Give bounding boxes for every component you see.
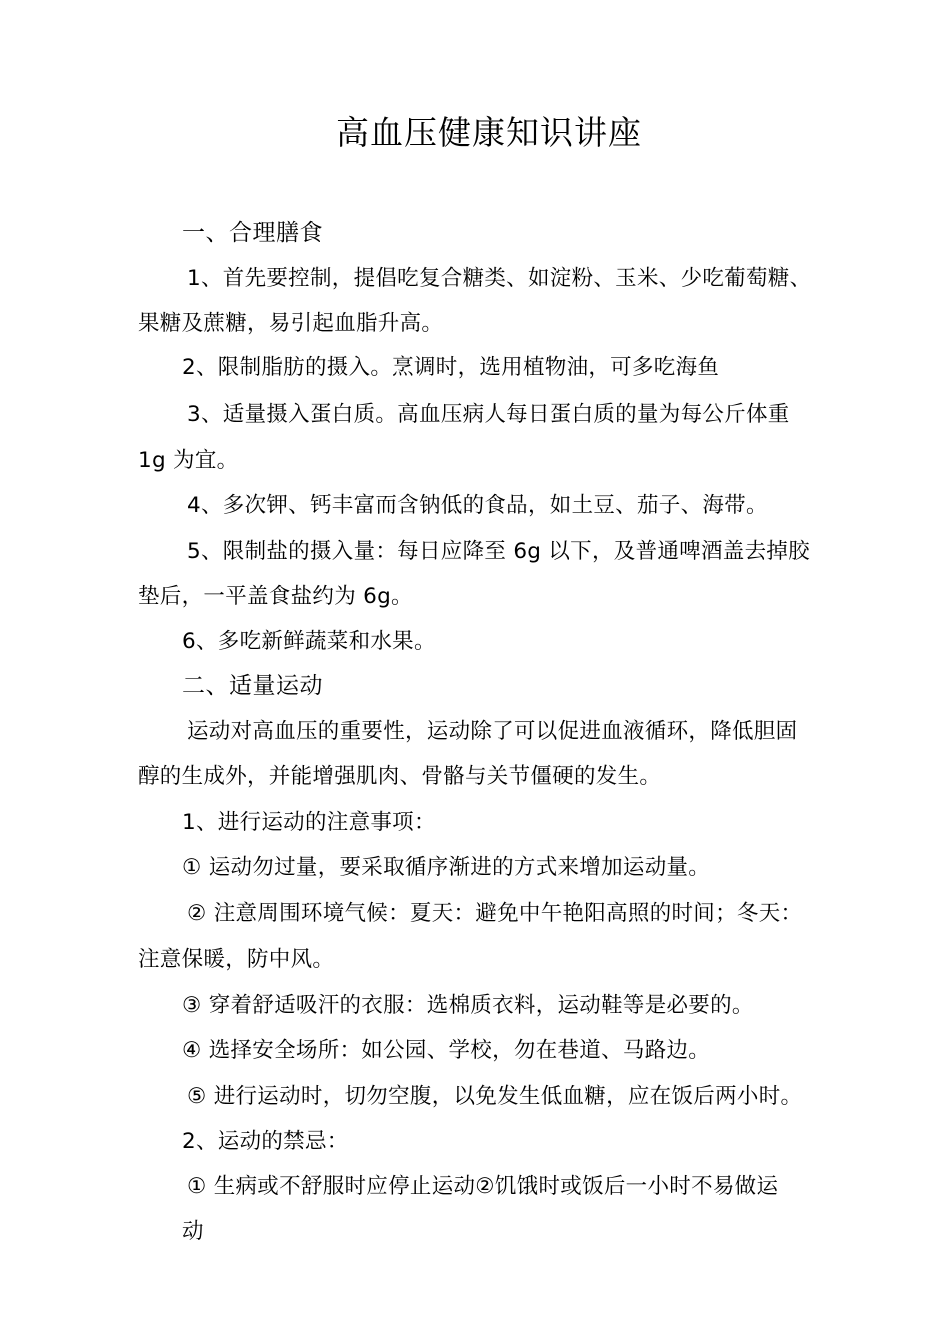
paragraph-line: 注意保暖，防中风。 (138, 947, 335, 972)
list-item: ④ 选择安全场所：如公园、学校，勿在巷道、马路边。 (182, 1038, 711, 1063)
list-item: ① 运动勿过量，要采取循序渐进的方式来增加运动量。 (182, 855, 711, 880)
document-title: 高血压健康知识讲座 (336, 113, 642, 152)
paragraph-line: 5、限制盐的摄入量：每日应降至 6g 以下，及普通啤酒盖去掉胶 (187, 539, 810, 564)
paragraph-line: 醇的生成外，并能增强肌肉、骨骼与关节僵硬的发生。 (138, 764, 662, 789)
section-heading-diet: 一、合理膳食 (182, 220, 323, 246)
paragraph-line: 1、进行运动的注意事项： (182, 810, 436, 835)
paragraph-line: 垫后，一平盖食盐约为 6g。 (138, 584, 413, 609)
list-item: ③ 穿着舒适吸汗的衣服：选棉质衣料，运动鞋等是必要的。 (182, 993, 754, 1018)
paragraph-line: 3、适量摄入蛋白质。高血压病人每日蛋白质的量为每公斤体重 (187, 402, 790, 427)
paragraph-line: 4、多次钾、钙丰富而含钠低的食品，如土豆、茄子、海带。 (187, 493, 768, 518)
paragraph-line: 2、限制脂肪的摄入。烹调时，选用植物油，可多吃海鱼 (182, 355, 720, 380)
list-item: ② 注意周围环境气候：夏天：避免中午艳阳高照的时间；冬天： (187, 901, 803, 926)
paragraph-line: 6、多吃新鲜蔬菜和水果。 (182, 629, 436, 654)
paragraph-line: 2、运动的禁忌： (182, 1129, 349, 1154)
list-item: ⑤ 进行运动时，切勿空腹，以免发生低血糖，应在饭后两小时。 (187, 1084, 803, 1109)
paragraph-line: 动 (182, 1219, 204, 1244)
paragraph-line: 1g 为宜。 (138, 448, 239, 473)
section-heading-exercise: 二、适量运动 (182, 673, 323, 699)
paragraph-line: 果糖及蔗糖，易引起血脂升高。 (138, 311, 444, 336)
paragraph-line: 运动对高血压的重要性，运动除了可以促进血液循环，降低胆固 (187, 719, 798, 744)
list-item: ① 生病或不舒服时应停止运动②饥饿时或饭后一小时不易做运 (187, 1174, 779, 1199)
paragraph-line: 1、首先要控制，提倡吃复合糖类、如淀粉、玉米、少吃葡萄糖、 (187, 266, 812, 291)
